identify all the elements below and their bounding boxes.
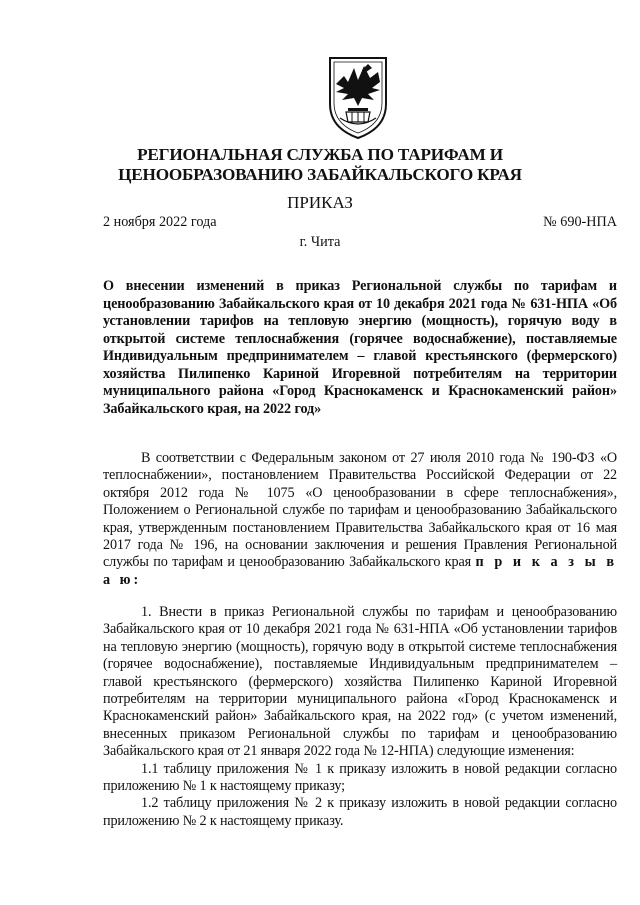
document-number: № 690-НПА — [543, 214, 617, 230]
order-word: п р и к а з ы в а ю: — [103, 554, 618, 588]
order-item-1: 1. Внести в приказ Региональной службы по тарифам и ценообразованию Забайкальского края от 10 декабря 2021 года № 631-НПА «Об установлении тарифов на тепловую энергию (мощность), горячую воду в открытой системе теплоснабжения (горячее водоснабжение), поставляемые Индивидуальным предпринимателем – главой крестьянского (фермерского) хозяйства Пилипенко Кариной Игоревной потребителям на территории муниципального района «Город Краснокаменск и Краснокаменский район» Забайкальского края, на 2022 год» (с учетом изменений, внесенных приказом Региональной службы по тарифам и ценообразованию Забайкальского края от 21 января 2022 года № 12-НПА) следующие изменения: — [103, 604, 617, 760]
document-subject: О внесении изменений в приказ Региональной службы по тарифам и ценообразованию Забайкальского края от 10 декабря 2021 года № 631-НПА «Об установлении тарифов на тепловую энергию (мощность), горячую воду в открытой системе теплоснабжения (горячее водоснабжение), поставляемые Индивидуальным предпринимателем – главой крестьянского (фермерского) хозяйства Пилипенко Кариной Игоревной потребителям на территории муниципального района «Город Краснокаменск и Краснокаменский район» Забайкальского края, на 2022 год» — [103, 278, 617, 417]
document-date: 2 ноября 2022 года — [103, 214, 217, 230]
order-item-1-2: 1.2 таблицу приложения № 2 к приказу изложить в новой редакции согласно приложению № 2 к настоящему приказу. — [103, 795, 617, 829]
document-type: ПРИКАЗ — [287, 193, 353, 212]
organization-line-2: ЦЕНООБРАЗОВАНИЮ ЗАБАЙКАЛЬСКОГО КРАЯ — [118, 165, 522, 184]
basis-paragraph — [103, 450, 617, 589]
organization-name — [0, 145, 640, 185]
organization-line-1: РЕГИОНАЛЬНАЯ СЛУЖБА ПО ТАРИФАМ И — [137, 145, 503, 164]
basis-text: В соответствии с Федеральным законом от 27 июля 2010 года № 190-ФЗ «О теплоснабжении», постановлением Правительства Российской Федерации от 22 октября 2012 года № 1075 «О ценообразовании в сфере теплоснабжения», Положением о Региональной службе по тарифам и ценообразованию Забайкальского края, утвержденным постановлением Правительства Забайкальского края от 16 мая 2017 года № 196, на основании заключения и решения Правления Региональной службы по тарифам и ценообразованию Забайкальского края — [103, 450, 617, 571]
order-items — [103, 604, 617, 830]
order-item-1-1: 1.1 таблицу приложения № 1 к приказу изложить в новой редакции согласно приложению № 1 к настоящему приказу; — [103, 760, 617, 795]
coat-of-arms-emblem — [322, 54, 394, 140]
document-city: г. Чита — [299, 234, 341, 250]
eagle-icon — [322, 54, 394, 140]
